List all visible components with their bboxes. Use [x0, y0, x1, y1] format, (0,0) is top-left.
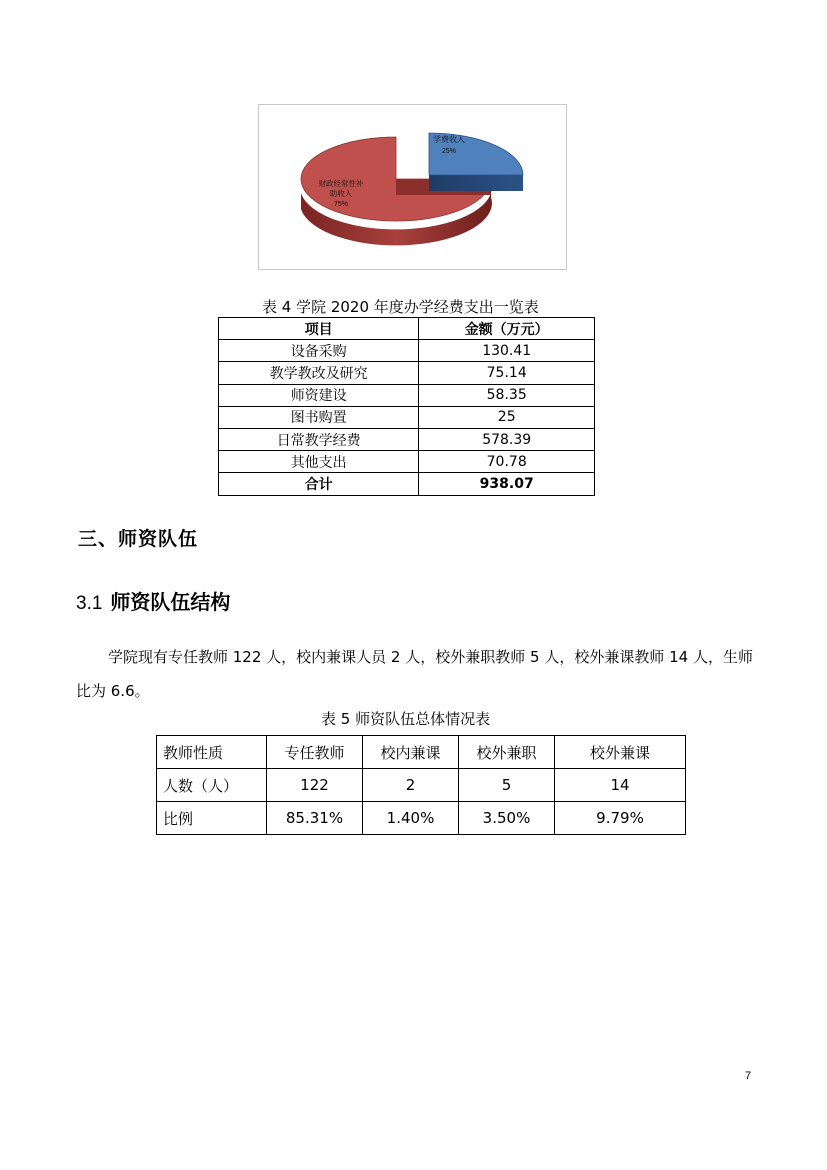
table-cell: 2 — [363, 769, 459, 802]
table-cell: 校内兼课 — [363, 736, 459, 769]
expense-table — [218, 317, 595, 496]
table-cell: 教师性质 — [157, 736, 267, 769]
table-cell: 人数（人） — [157, 769, 267, 802]
pie-percent-tuition: 25% — [441, 148, 457, 155]
section-heading: 三、师资队伍 — [78, 528, 199, 550]
table-cell: 578.39 — [419, 428, 595, 450]
table-cell: 校外兼课 — [555, 736, 686, 769]
table-row — [219, 362, 595, 384]
table4-caption: 表 4 学院 2020 年度办学经费支出一览表 — [262, 298, 539, 316]
table-header-cell: 金额（万元） — [419, 318, 595, 340]
pie-chart — [258, 104, 567, 270]
table-cell: 合计 — [219, 473, 419, 495]
table-cell: 设备采购 — [219, 340, 419, 362]
pie-label-fiscal-line1: 财政经常性补 — [318, 179, 364, 188]
table-cell: 教学教改及研究 — [219, 362, 419, 384]
pie-slice-blue-side — [429, 175, 523, 191]
table-row — [219, 428, 595, 450]
table-cell: 图书购置 — [219, 406, 419, 428]
body-paragraph: 学院现有专任教师 122 人，校内兼课人员 2 人，校外兼职教师 5 人，校外兼课教师 14 人，生师比为 6.6。 — [76, 648, 753, 700]
pie-chart-svg — [259, 105, 568, 271]
pie-label-tuition: 学费收入 — [433, 135, 465, 144]
table-cell: 其他支出 — [219, 451, 419, 473]
table-header-row — [219, 318, 595, 340]
table-cell: 5 — [459, 769, 555, 802]
table-cell: 日常教学经费 — [219, 428, 419, 450]
table-row — [219, 451, 595, 473]
table-row — [219, 406, 595, 428]
table-total-row — [219, 473, 595, 495]
table-cell: 师资建设 — [219, 384, 419, 406]
table-cell: 专任教师 — [267, 736, 363, 769]
table-cell: 130.41 — [419, 340, 595, 362]
table-cell: 122 — [267, 769, 363, 802]
page-number: 7 — [745, 1070, 752, 1082]
table-row — [157, 736, 686, 769]
table-cell: 14 — [555, 769, 686, 802]
table-cell: 75.14 — [419, 362, 595, 384]
table-cell: 938.07 — [419, 473, 595, 495]
subsection-number: 3.1 — [76, 593, 103, 614]
table-row — [219, 384, 595, 406]
table-row — [157, 769, 686, 802]
table-cell: 校外兼职 — [459, 736, 555, 769]
table-cell: 1.40% — [363, 802, 459, 835]
table-cell: 9.79% — [555, 802, 686, 835]
table-header-cell: 项目 — [219, 318, 419, 340]
subsection-title: 师资队伍结构 — [110, 590, 231, 614]
table-cell: 85.31% — [267, 802, 363, 835]
pie-percent-fiscal: 75% — [333, 201, 349, 208]
table-row — [157, 802, 686, 835]
table-cell: 3.50% — [459, 802, 555, 835]
table-cell: 70.78 — [419, 451, 595, 473]
subsection-heading — [76, 586, 230, 615]
pie-label-fiscal-line2: 助收入 — [329, 189, 353, 198]
table5-caption: 表 5 师资队伍总体情况表 — [321, 710, 491, 728]
table-cell: 比例 — [157, 802, 267, 835]
table-cell: 25 — [419, 406, 595, 428]
table-row — [219, 340, 595, 362]
table-cell: 58.35 — [419, 384, 595, 406]
faculty-table — [156, 735, 686, 835]
